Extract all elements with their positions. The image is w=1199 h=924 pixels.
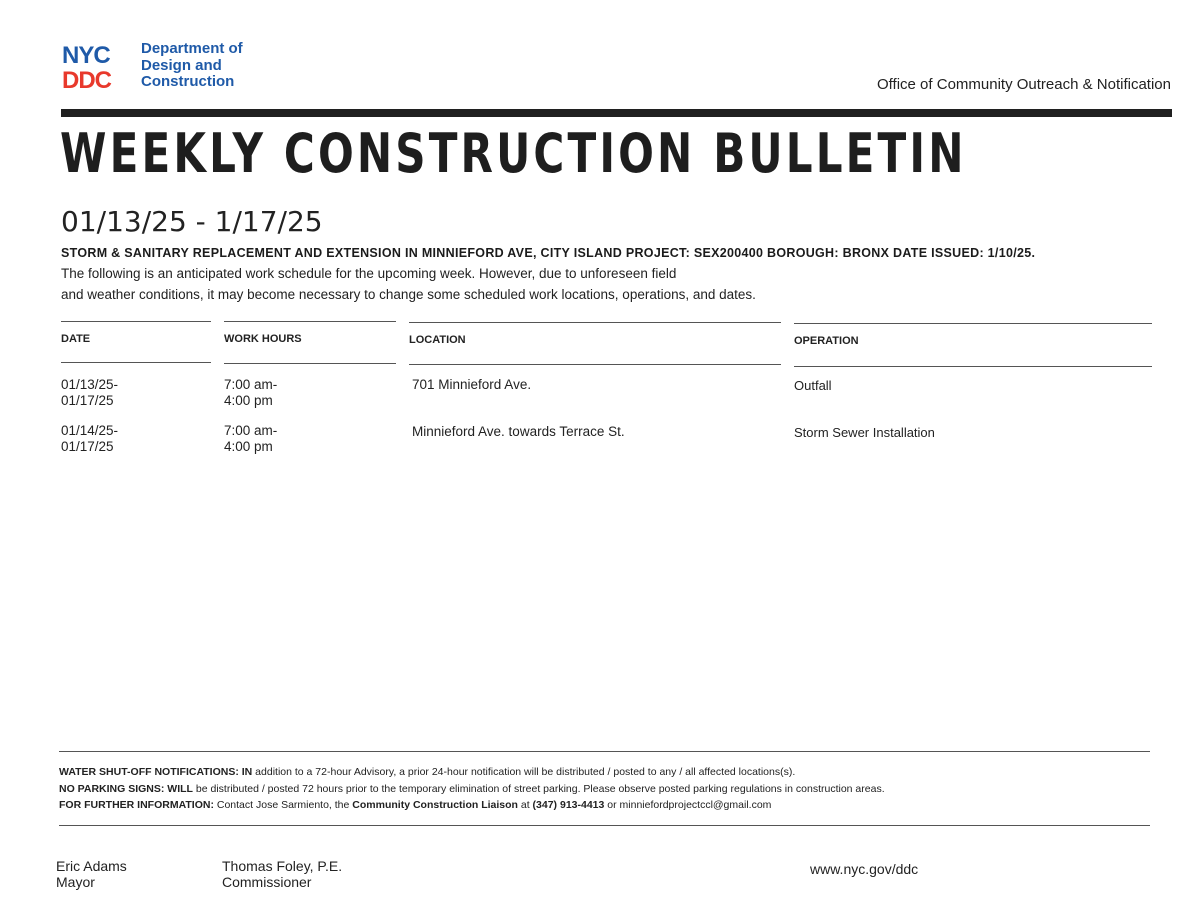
- table-rule: [224, 321, 396, 322]
- hours-end: 4:00 pm: [224, 393, 273, 408]
- table-rule: [224, 363, 396, 364]
- liaison-email: or minniefordprojectccl@gmail.com: [604, 799, 772, 811]
- column-header-work-hours: WORK HOURS: [224, 333, 302, 345]
- no-parking-note: [59, 783, 885, 795]
- commissioner-block: [222, 858, 342, 890]
- footer-rule: [59, 751, 1150, 752]
- page-title: WEEKLY CONSTRUCTION BULLETIN: [60, 122, 967, 185]
- row-hours: [224, 377, 277, 409]
- agency-line: Department of: [141, 40, 243, 57]
- nyc-ddc-logo: [62, 42, 132, 90]
- agency-line: Design and: [141, 56, 222, 74]
- row-operation: Storm Sewer Installation: [794, 425, 935, 440]
- note-label: NO PARKING SIGNS: WILL: [59, 783, 193, 795]
- mayor-block: [56, 858, 127, 890]
- row-location: Minnieford Ave. towards Terrace St.: [412, 424, 625, 439]
- date-end: 01/17/25: [61, 393, 114, 408]
- mayor-title: Mayor: [56, 874, 95, 890]
- date-start: 01/14/25-: [61, 423, 119, 438]
- website-link[interactable]: www.nyc.gov/ddc: [810, 861, 919, 877]
- liaison-phone: (347) 913-4413: [532, 799, 605, 811]
- row-date: [61, 377, 118, 409]
- table-rule: [409, 364, 781, 365]
- note-label: FOR FURTHER INFORMATION:: [59, 799, 214, 811]
- table-rule: [794, 323, 1152, 324]
- further-info-note: [59, 799, 771, 811]
- date-range: 01/13/25 - 1/17/25: [61, 205, 323, 238]
- hours-start: 7:00 am-: [224, 423, 278, 438]
- office-name: Office of Community Outreach & Notification: [876, 76, 1171, 93]
- hours-start: 7:00 am-: [224, 377, 278, 392]
- note-text: Contact Jose Sarmiento, the: [213, 799, 353, 811]
- note-text: at: [517, 799, 533, 811]
- header-rule: [61, 109, 1172, 117]
- mayor-name: Eric Adams: [56, 858, 127, 874]
- row-location: 701 Minnieford Ave.: [412, 377, 532, 392]
- column-header-location: LOCATION: [409, 334, 466, 346]
- column-header-date: DATE: [61, 333, 91, 345]
- svg-text:DDC: DDC: [62, 67, 111, 90]
- commissioner-name: Thomas Foley, P.E.: [222, 858, 343, 874]
- table-rule: [794, 366, 1152, 367]
- table-rule: [409, 322, 781, 323]
- date-start: 01/13/25-: [61, 377, 119, 392]
- column-header-operation: OPERATION: [794, 335, 859, 347]
- intro-line: and weather conditions, it may become necessary to change some scheduled work locations, operations, and dates.: [61, 287, 756, 302]
- note-label: WATER SHUT-OFF NOTIFICATIONS: IN: [59, 766, 253, 778]
- date-end: 01/17/25: [61, 439, 114, 454]
- footer-rule: [59, 825, 1150, 826]
- liaison-title: Community Construction Liaison: [352, 799, 518, 811]
- row-hours: [224, 423, 277, 455]
- commissioner-title: Commissioner: [222, 874, 312, 890]
- agency-name: [141, 41, 243, 91]
- table-rule: [61, 321, 211, 322]
- intro-line: The following is an anticipated work schedule for the upcoming week. However, due to unforeseen field: [61, 266, 677, 281]
- table-rule: [61, 362, 211, 363]
- water-shutoff-note: [59, 766, 795, 778]
- note-text: be distributed / posted 72 hours prior to the temporary elimination of street parking. Please observe posted parking regulations in construction areas.: [192, 783, 885, 795]
- row-date: [61, 423, 118, 455]
- hours-end: 4:00 pm: [224, 439, 273, 454]
- row-operation: Outfall: [794, 378, 832, 393]
- svg-text:NYC: NYC: [62, 42, 110, 69]
- agency-line: Construction: [141, 73, 235, 90]
- note-text: addition to a 72-hour Advisory, a prior 24-hour notification will be distributed / posted to any / all affected locations(s).: [252, 766, 796, 778]
- project-line: STORM & SANITARY REPLACEMENT AND EXTENSION IN MINNIEFORD AVE, CITY ISLAND PROJECT: SEX200400 BOROUGH: BRONX DATE ISSUED: 1/10/25.: [61, 246, 1036, 260]
